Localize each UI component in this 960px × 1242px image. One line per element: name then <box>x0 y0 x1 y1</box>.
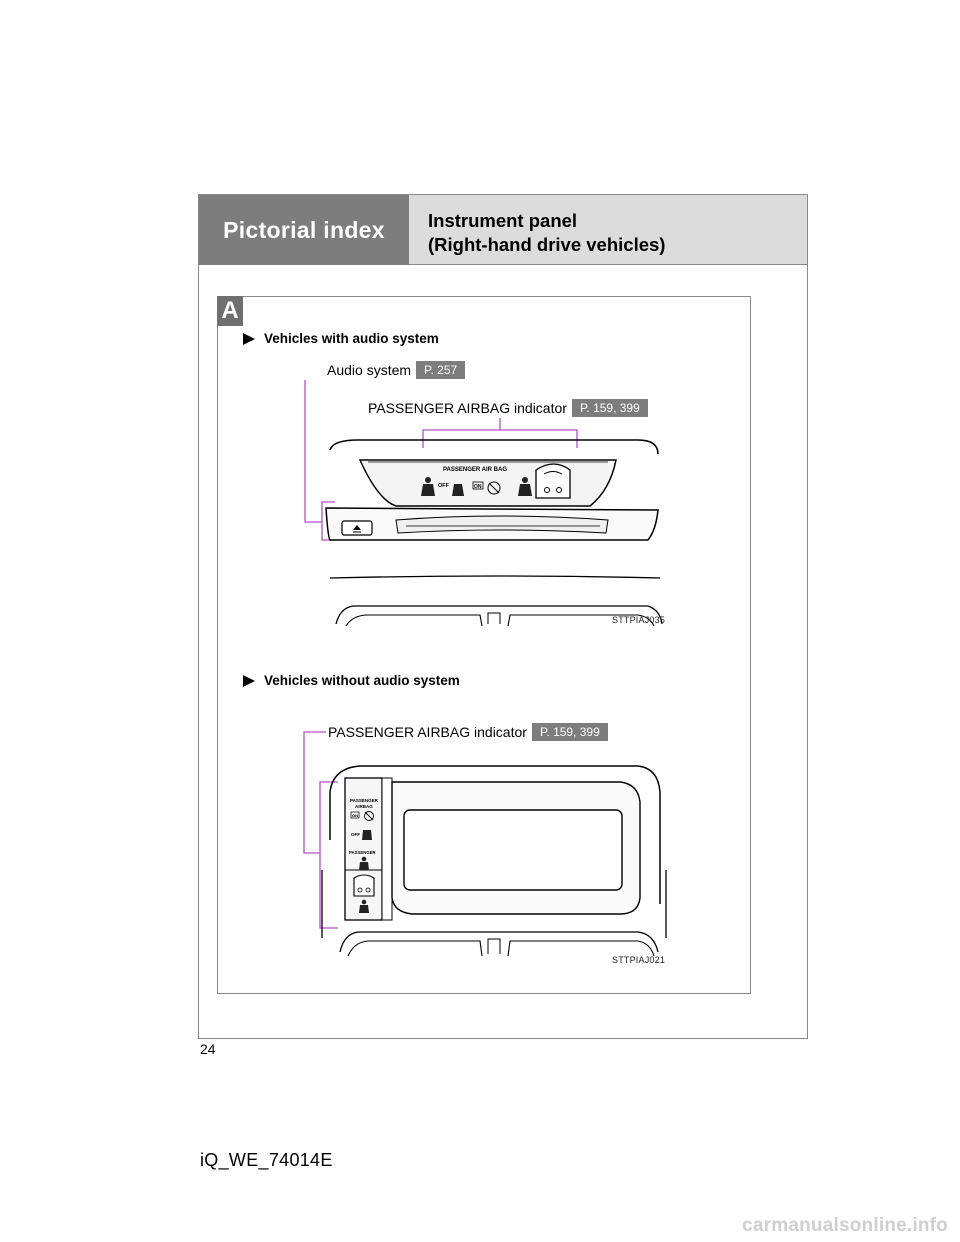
panel2-off-text: OFF <box>351 832 360 837</box>
airbag-off-icon <box>362 830 372 840</box>
airbag-indicator-page-ref-1[interactable]: P. 159, 399 <box>572 399 648 417</box>
figure2-heading-text: Vehicles without audio system <box>264 673 460 688</box>
triangle-bullet-icon <box>243 675 255 687</box>
page-title-line2: (Right-hand drive vehicles) <box>428 234 666 255</box>
document-code: iQ_WE_74014E <box>200 1150 333 1170</box>
figure1-illustration <box>218 380 688 640</box>
seat-sensor-icon <box>536 464 570 498</box>
airbag-off-icon <box>452 484 464 496</box>
audio-system-page-ref[interactable]: P. 257 <box>416 361 465 379</box>
panel2-passenger-text-2: PASSENGER <box>349 850 376 855</box>
figure2-callout-lines <box>304 732 338 928</box>
box-tab: A <box>217 296 243 326</box>
panel-on-text: ON <box>474 484 482 490</box>
watermark: carmanualsonline.info <box>742 1215 948 1236</box>
figure1-heading-text: Vehicles with audio system <box>264 331 439 346</box>
audio-system-label: Audio system <box>327 362 412 378</box>
page-title-line1: Instrument panel <box>428 210 578 231</box>
panel2-passenger-text: PASSENGER <box>350 798 378 803</box>
panel2-airbag-text: AIRBAG <box>355 804 373 809</box>
airbag-indicator-label-2: PASSENGER AIRBAG indicator <box>328 724 527 740</box>
audio-system-callout <box>327 361 465 379</box>
page-number: 24 <box>200 1041 216 1057</box>
page-title <box>428 209 665 257</box>
section-title: Pictorial index <box>199 195 409 265</box>
figure2-code: STTPIAJ021 <box>612 955 666 965</box>
panel-off-text: OFF <box>438 483 449 489</box>
airbag-indicator-page-ref-2[interactable]: P. 159, 399 <box>532 723 608 741</box>
airbag-indicator-label-1: PASSENGER AIRBAG indicator <box>368 400 567 416</box>
seat-sensor-icon <box>354 875 374 896</box>
triangle-bullet-icon <box>243 333 255 345</box>
panel-airbag-text: PASSENGER AIR BAG <box>443 467 508 473</box>
eject-icon <box>342 521 372 535</box>
figure2-illustration <box>218 720 688 960</box>
panel2-on-text: ON <box>352 813 358 818</box>
figure1-code: STTPIAJ035 <box>612 615 666 625</box>
header-band <box>409 195 807 265</box>
figure2-heading <box>243 673 460 688</box>
figure1-heading <box>243 331 439 346</box>
